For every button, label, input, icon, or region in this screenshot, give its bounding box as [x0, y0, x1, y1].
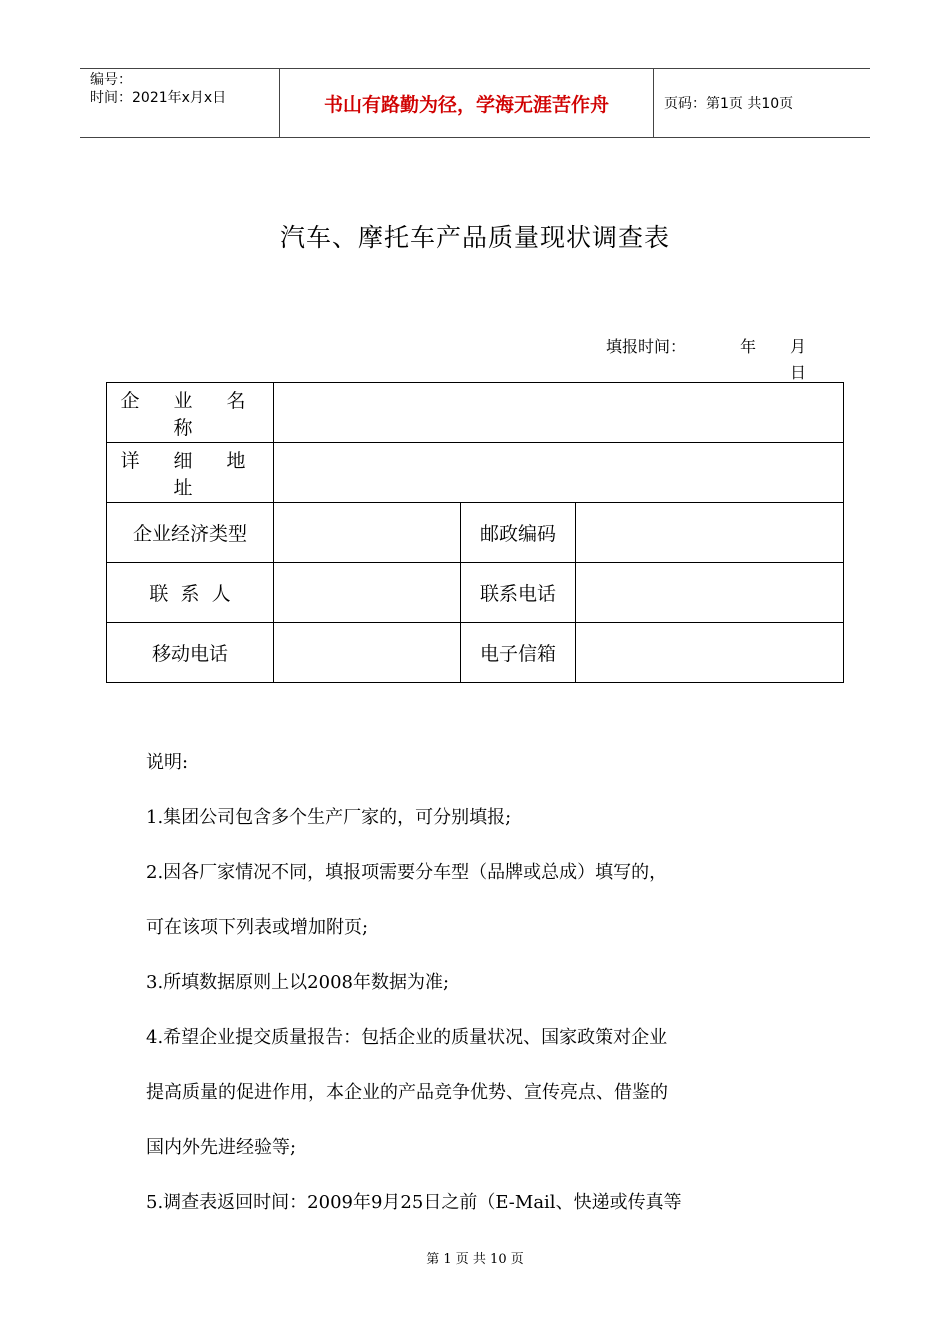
note-line: 3.所填数据原则上以2008年数据为准; [146, 972, 450, 993]
document-title: 汽车、摩托车产品质量现状调查表 [279, 223, 670, 252]
document-header [80, 68, 870, 138]
number-label: 编号： [90, 72, 132, 88]
table-row [107, 503, 844, 563]
page-footer: 第 1 页 共 10 页 [426, 1252, 524, 1267]
phone-label: 联系电话 [461, 563, 576, 623]
email-field[interactable] [576, 623, 844, 683]
note-line: 国内外先进经验等; [146, 1137, 297, 1158]
notes-section [146, 740, 826, 1235]
header-motto: 书山有路勤为径，学海无涯苦作舟 [280, 69, 654, 137]
company-name-label: 企 业 名 称 [107, 383, 274, 443]
time-label: 时间：2021年x月x日 [90, 90, 227, 106]
fill-date-label: 填报时间： [606, 337, 687, 356]
note-line: 提高质量的促进作用，本企业的产品竞争优势、宣传亮点、借鉴的 [146, 1082, 668, 1103]
company-name-field[interactable] [274, 383, 844, 443]
mobile-field[interactable] [274, 623, 461, 683]
postal-code-label: 邮政编码 [461, 503, 576, 563]
table-row [107, 383, 844, 443]
mobile-label: 移动电话 [107, 623, 274, 683]
econ-type-label: 企业经济类型 [107, 503, 274, 563]
contact-field[interactable] [274, 563, 461, 623]
fill-date-month: 月 [790, 337, 807, 356]
email-label: 电子信箱 [461, 623, 576, 683]
table-row [107, 563, 844, 623]
table-row [107, 623, 844, 683]
note-line: 2.因各厂家情况不同，填报项需要分车型（品牌或总成）填写的， [146, 862, 668, 883]
header-meta [80, 69, 280, 137]
note-line: 4.希望企业提交质量报告：包括企业的质量状况、国家政策对企业 [146, 1027, 668, 1048]
notes-heading: 说明: [146, 752, 189, 773]
phone-field[interactable] [576, 563, 844, 623]
note-line: 5.调查表返回时间：2009年9月25日之前（E-Mail、快递或传真等 [146, 1192, 682, 1213]
note-line: 可在该项下列表或增加附页; [146, 917, 369, 938]
address-field[interactable] [274, 443, 844, 503]
header-page-info: 页码：第1页 共10页 [664, 96, 794, 112]
econ-type-field[interactable] [274, 503, 461, 563]
postal-code-field[interactable] [576, 503, 844, 563]
fill-date-day: 日 [790, 363, 807, 382]
note-line: 1.集团公司包含多个生产厂家的，可分别填报; [146, 807, 512, 828]
survey-form-table [106, 382, 844, 683]
address-label: 详 细 地 址 [107, 443, 274, 503]
fill-date-year: 年 [740, 337, 757, 356]
table-row [107, 443, 844, 503]
contact-label: 联 系 人 [107, 563, 274, 623]
